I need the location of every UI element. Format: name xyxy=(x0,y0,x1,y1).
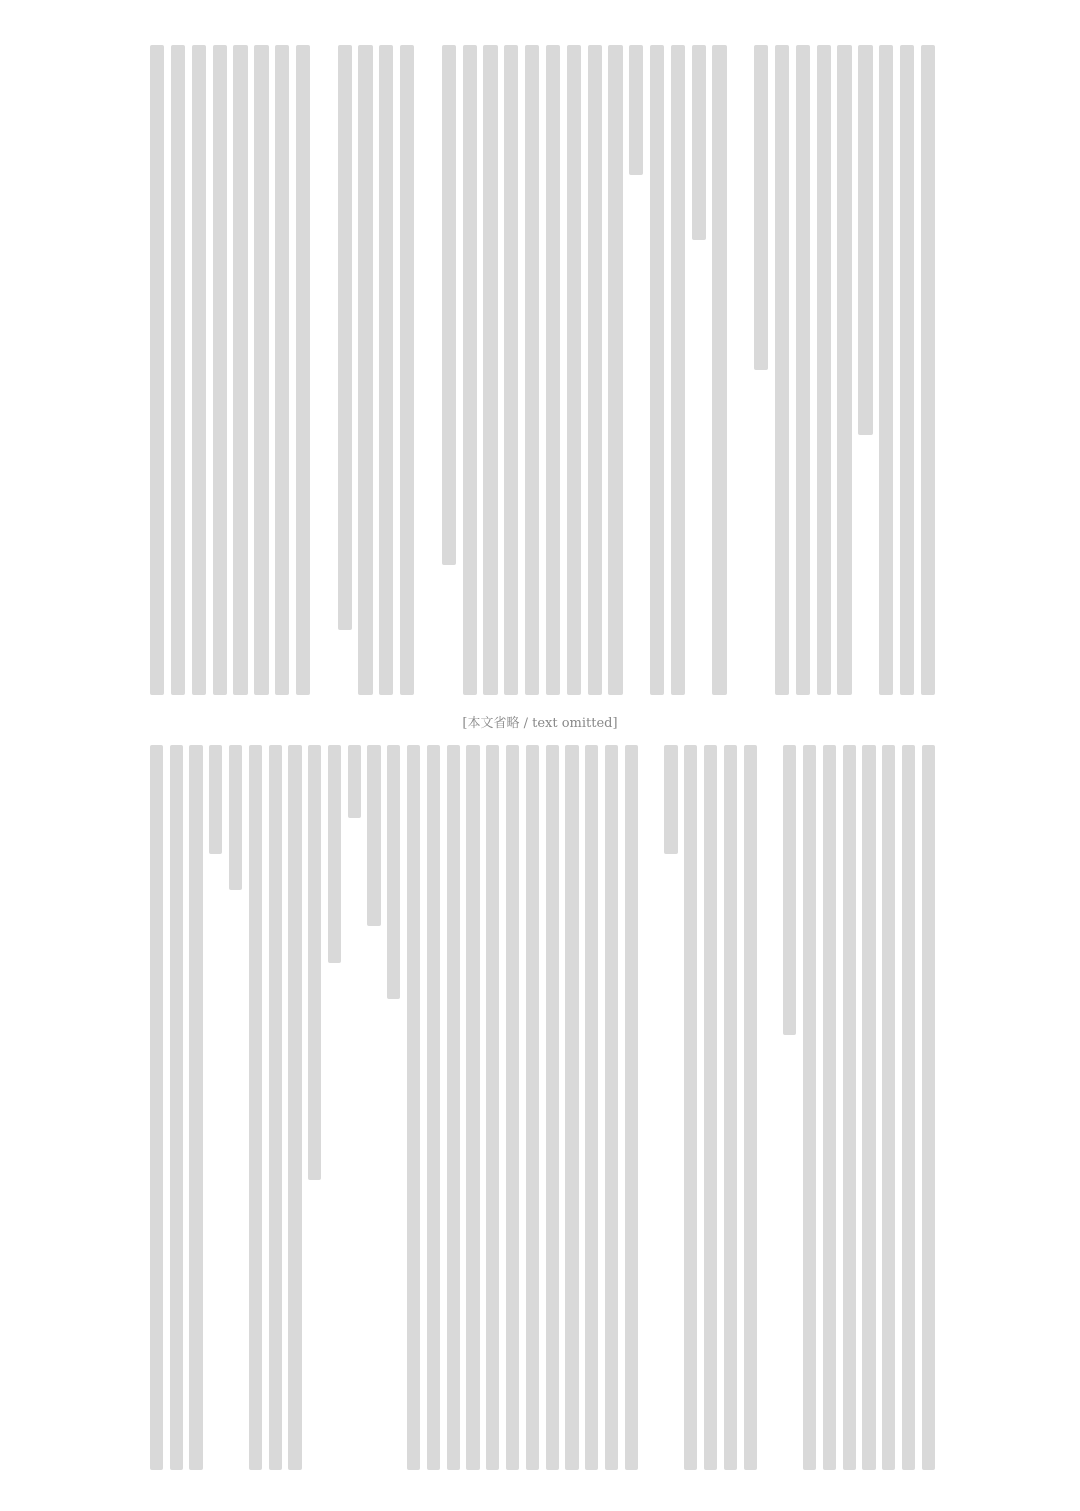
text-line-placeholder xyxy=(625,745,638,1470)
text-line-placeholder xyxy=(775,45,789,695)
text-line-placeholder xyxy=(506,745,519,1470)
text-line-placeholder xyxy=(367,745,380,926)
text-line-placeholder xyxy=(348,745,361,818)
text-line-placeholder xyxy=(671,45,685,695)
text-line-placeholder xyxy=(588,45,602,695)
text-line-placeholder xyxy=(407,745,420,1470)
text-line-placeholder xyxy=(233,45,247,695)
text-line-placeholder xyxy=(463,45,477,695)
text-line-placeholder xyxy=(862,745,875,1470)
text-line-placeholder xyxy=(338,45,352,630)
text-line-placeholder xyxy=(882,745,895,1470)
text-line-placeholder xyxy=(546,745,559,1470)
text-block-bottom xyxy=(150,745,935,1470)
text-line-placeholder xyxy=(275,45,289,695)
text-line-placeholder xyxy=(763,745,776,1470)
text-line-placeholder xyxy=(692,45,706,240)
text-line-placeholder xyxy=(466,745,479,1470)
text-line-placeholder xyxy=(565,745,578,1470)
text-line-placeholder xyxy=(902,745,915,1470)
text-line-placeholder xyxy=(171,45,185,695)
text-block-top xyxy=(150,45,935,695)
text-line-placeholder xyxy=(150,45,164,695)
text-line-placeholder xyxy=(704,745,717,1470)
text-line-placeholder xyxy=(843,745,856,1470)
text-line-placeholder xyxy=(546,45,560,695)
text-line-placeholder xyxy=(645,745,658,1470)
text-line-placeholder xyxy=(900,45,914,695)
text-line-placeholder xyxy=(308,745,321,1180)
text-line-placeholder xyxy=(608,45,622,695)
text-line-placeholder xyxy=(192,45,206,695)
text-line-placeholder xyxy=(650,45,664,695)
text-line-placeholder xyxy=(249,745,262,1470)
text-line-placeholder xyxy=(483,45,497,695)
text-line-placeholder xyxy=(504,45,518,695)
text-line-placeholder xyxy=(733,45,747,695)
text-line-placeholder xyxy=(213,45,227,695)
text-line-placeholder xyxy=(150,745,163,1470)
text-line-placeholder xyxy=(817,45,831,695)
omitted-text-notice: [本文省略 / text omitted] xyxy=(462,716,618,731)
text-line-placeholder xyxy=(796,45,810,695)
text-line-placeholder xyxy=(684,745,697,1470)
text-line-placeholder xyxy=(712,45,726,695)
text-line-placeholder xyxy=(170,745,183,1470)
text-line-placeholder xyxy=(358,45,372,695)
text-line-placeholder xyxy=(387,745,400,999)
text-line-placeholder xyxy=(427,745,440,1470)
text-line-placeholder xyxy=(269,745,282,1470)
text-line-placeholder xyxy=(585,745,598,1470)
text-line-placeholder xyxy=(317,45,331,695)
text-line-placeholder xyxy=(837,45,851,695)
text-line-placeholder xyxy=(254,45,268,695)
text-line-placeholder xyxy=(629,45,643,175)
text-line-placeholder xyxy=(858,45,872,435)
text-line-placeholder xyxy=(744,745,757,1470)
text-line-placeholder xyxy=(400,45,414,695)
text-line-placeholder xyxy=(754,45,768,370)
text-line-placeholder xyxy=(803,745,816,1470)
text-line-placeholder xyxy=(922,745,935,1470)
text-line-placeholder xyxy=(379,45,393,695)
text-line-placeholder xyxy=(605,745,618,1470)
text-line-placeholder xyxy=(328,745,341,963)
text-line-placeholder xyxy=(288,745,301,1470)
text-line-placeholder xyxy=(567,45,581,695)
text-line-placeholder xyxy=(447,745,460,1470)
text-line-placeholder xyxy=(442,45,456,565)
text-line-placeholder xyxy=(421,45,435,695)
text-line-placeholder xyxy=(664,745,677,854)
text-line-placeholder xyxy=(209,745,222,854)
text-line-placeholder xyxy=(486,745,499,1470)
text-line-placeholder xyxy=(823,745,836,1470)
text-line-placeholder xyxy=(783,745,796,1035)
text-line-placeholder xyxy=(724,745,737,1470)
text-line-placeholder xyxy=(229,745,242,890)
text-line-placeholder xyxy=(525,45,539,695)
text-line-placeholder xyxy=(921,45,935,695)
text-line-placeholder xyxy=(296,45,310,695)
text-line-placeholder xyxy=(189,745,202,1470)
text-line-placeholder xyxy=(879,45,893,695)
text-line-placeholder xyxy=(526,745,539,1470)
